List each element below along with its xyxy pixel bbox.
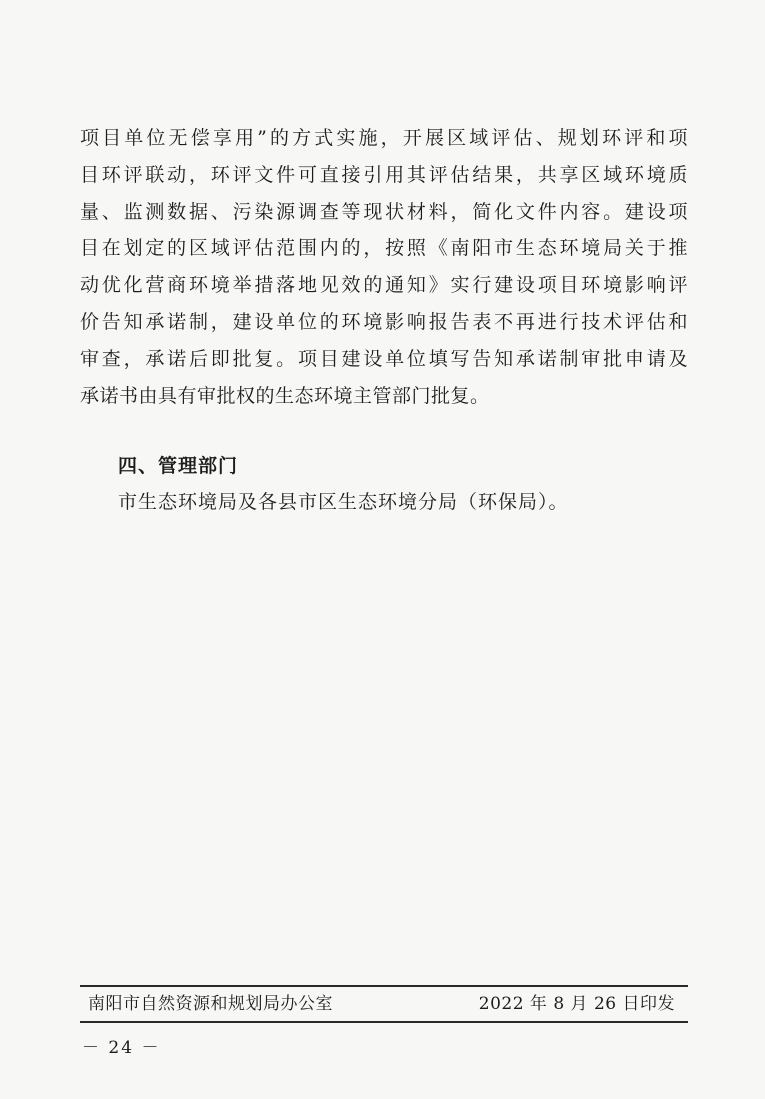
footer-issuer: 南阳市自然资源和规划局办公室 xyxy=(88,994,333,1014)
section-heading: 四、管理部门 xyxy=(118,455,239,477)
body-line: 价告知承诺制，建设单位的环境影响报告表不再进行技术评估和 xyxy=(80,310,688,333)
body-line: 审查，承诺后即批复。项目建设单位填写告知承诺制审批申请及 xyxy=(80,347,688,370)
footer-top-rule xyxy=(80,985,688,987)
body-paragraph xyxy=(80,120,688,414)
footer-date: 2022 年 8 月 26 日印发 xyxy=(478,994,675,1014)
page-number: － 24 － xyxy=(82,1038,161,1058)
body-line: 目环评联动，环评文件可直接引用其评估结果，共享区域环境质 xyxy=(80,163,688,186)
body-line: 量、监测数据、污染源调查等现状材料，简化文件内容。建设项 xyxy=(80,200,688,223)
section-text: 市生态环境局及各县市区生态环境分局（环保局）。 xyxy=(118,491,569,513)
body-line: 动优化营商环境举措落地见效的通知》实行建设项目环境影响评 xyxy=(80,274,688,297)
body-line: 项目单位无偿享用”的方式实施，开展区域评估、规划环评和项 xyxy=(80,127,688,149)
body-line: 承诺书由具有审批权的生态环境主管部门批复。 xyxy=(80,384,490,407)
footer-bottom-rule xyxy=(80,1021,688,1023)
body-line: 目在划定的区域评估范围内的，按照《南阳市生态环境局关于推 xyxy=(80,237,688,260)
